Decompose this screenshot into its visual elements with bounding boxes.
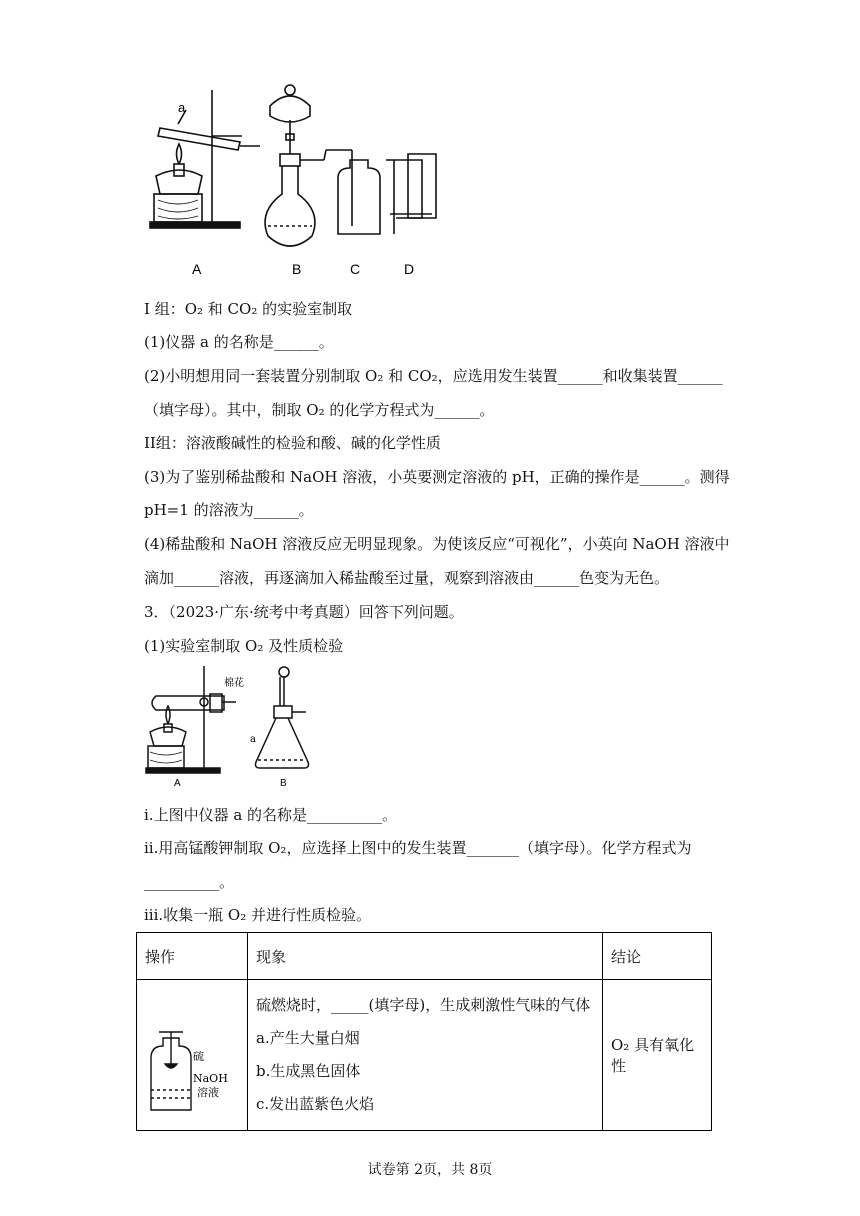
phenomenon-line: 硫燃烧时，_____(填字母)，生成刺激性气味的气体 <box>256 996 591 1014</box>
sub-question-ii: ii.用高锰酸钾制取 O₂，应选择上图中的发生装置_______（填字母）。化学方程式为 <box>144 839 692 857</box>
experiment-table <box>136 932 712 1131</box>
naoh-label: NaOH <box>193 1072 228 1085</box>
problem-3-heading: 3．（2023·广东·统考中考真题）回答下列问题。 <box>144 603 464 621</box>
sub-question-iii: iii.收集一瓶 O₂ 并进行性质检验。 <box>144 906 372 924</box>
sulfur-label: 硫 <box>193 1050 204 1063</box>
header-operation: 操作 <box>137 933 248 980</box>
apparatus-figure-1 <box>140 76 440 281</box>
label-c: C <box>350 261 361 277</box>
page-footer: 试卷第 2页，共 8页 <box>367 1162 493 1178</box>
question-2-cont: （填字母）。其中，制取 O₂ 的化学方程式为______。 <box>144 401 495 419</box>
label-b: B <box>292 261 302 277</box>
sub-question-ii-cont: __________。 <box>144 873 235 891</box>
operation-cell <box>137 980 248 1131</box>
sulfur-jar-diagram <box>137 980 247 1126</box>
question-2: (2)小明想用同一套装置分别制取 O₂ 和 CO₂，应选用发生装置______和收集装置______ <box>144 367 723 385</box>
table-row <box>137 980 712 1131</box>
label-a-2: A <box>174 778 181 789</box>
option-a: a.产生大量白烟 <box>256 1029 360 1047</box>
part-a-label: a <box>178 100 186 115</box>
label-a: A <box>192 261 202 277</box>
question-1: (1)仪器 a 的名称是______。 <box>144 333 334 351</box>
option-c: c.发出蓝紫色火焰 <box>256 1095 375 1113</box>
cotton-label: 棉花 <box>224 678 244 689</box>
header-conclusion: 结论 <box>603 933 712 980</box>
question-3: (3)为了鉴别稀盐酸和 NaOH 溶液，小英要测定溶液的 pH，正确的操作是______。测得 <box>144 468 730 486</box>
question-3-cont: pH=1 的溶液为______。 <box>144 501 314 519</box>
question-4: (4)稀盐酸和 NaOH 溶液反应无明显现象。为使该反应“可视化”，小英向 NaOH 溶液中 <box>144 535 730 553</box>
table-header-row <box>137 933 712 980</box>
label-b-2: B <box>280 778 287 789</box>
solution-label: 溶液 <box>197 1086 219 1099</box>
label-d: D <box>404 261 415 277</box>
sub-question-1: (1)实验室制取 O₂ 及性质检验 <box>144 637 344 655</box>
question-4-cont: 滴加______溶液，再逐滴加入稀盐酸至过量，观察到溶液由______色变为无色。 <box>144 569 670 587</box>
part-a-label-2: a <box>250 734 256 745</box>
group-1-heading: I 组：O₂ 和 CO₂ 的实验室制取 <box>144 300 353 318</box>
phenomenon-cell <box>248 980 603 1131</box>
sub-question-i: i.上图中仪器 a 的名称是__________。 <box>144 806 398 824</box>
conclusion-cell: O₂ 具有氧化性 <box>603 980 712 1131</box>
apparatus-figure-2 <box>140 662 310 792</box>
option-b: b.生成黑色固体 <box>256 1062 361 1080</box>
header-phenomenon: 现象 <box>248 933 603 980</box>
group-2-heading: II组：溶液酸碱性的检验和酸、碱的化学性质 <box>144 434 441 452</box>
